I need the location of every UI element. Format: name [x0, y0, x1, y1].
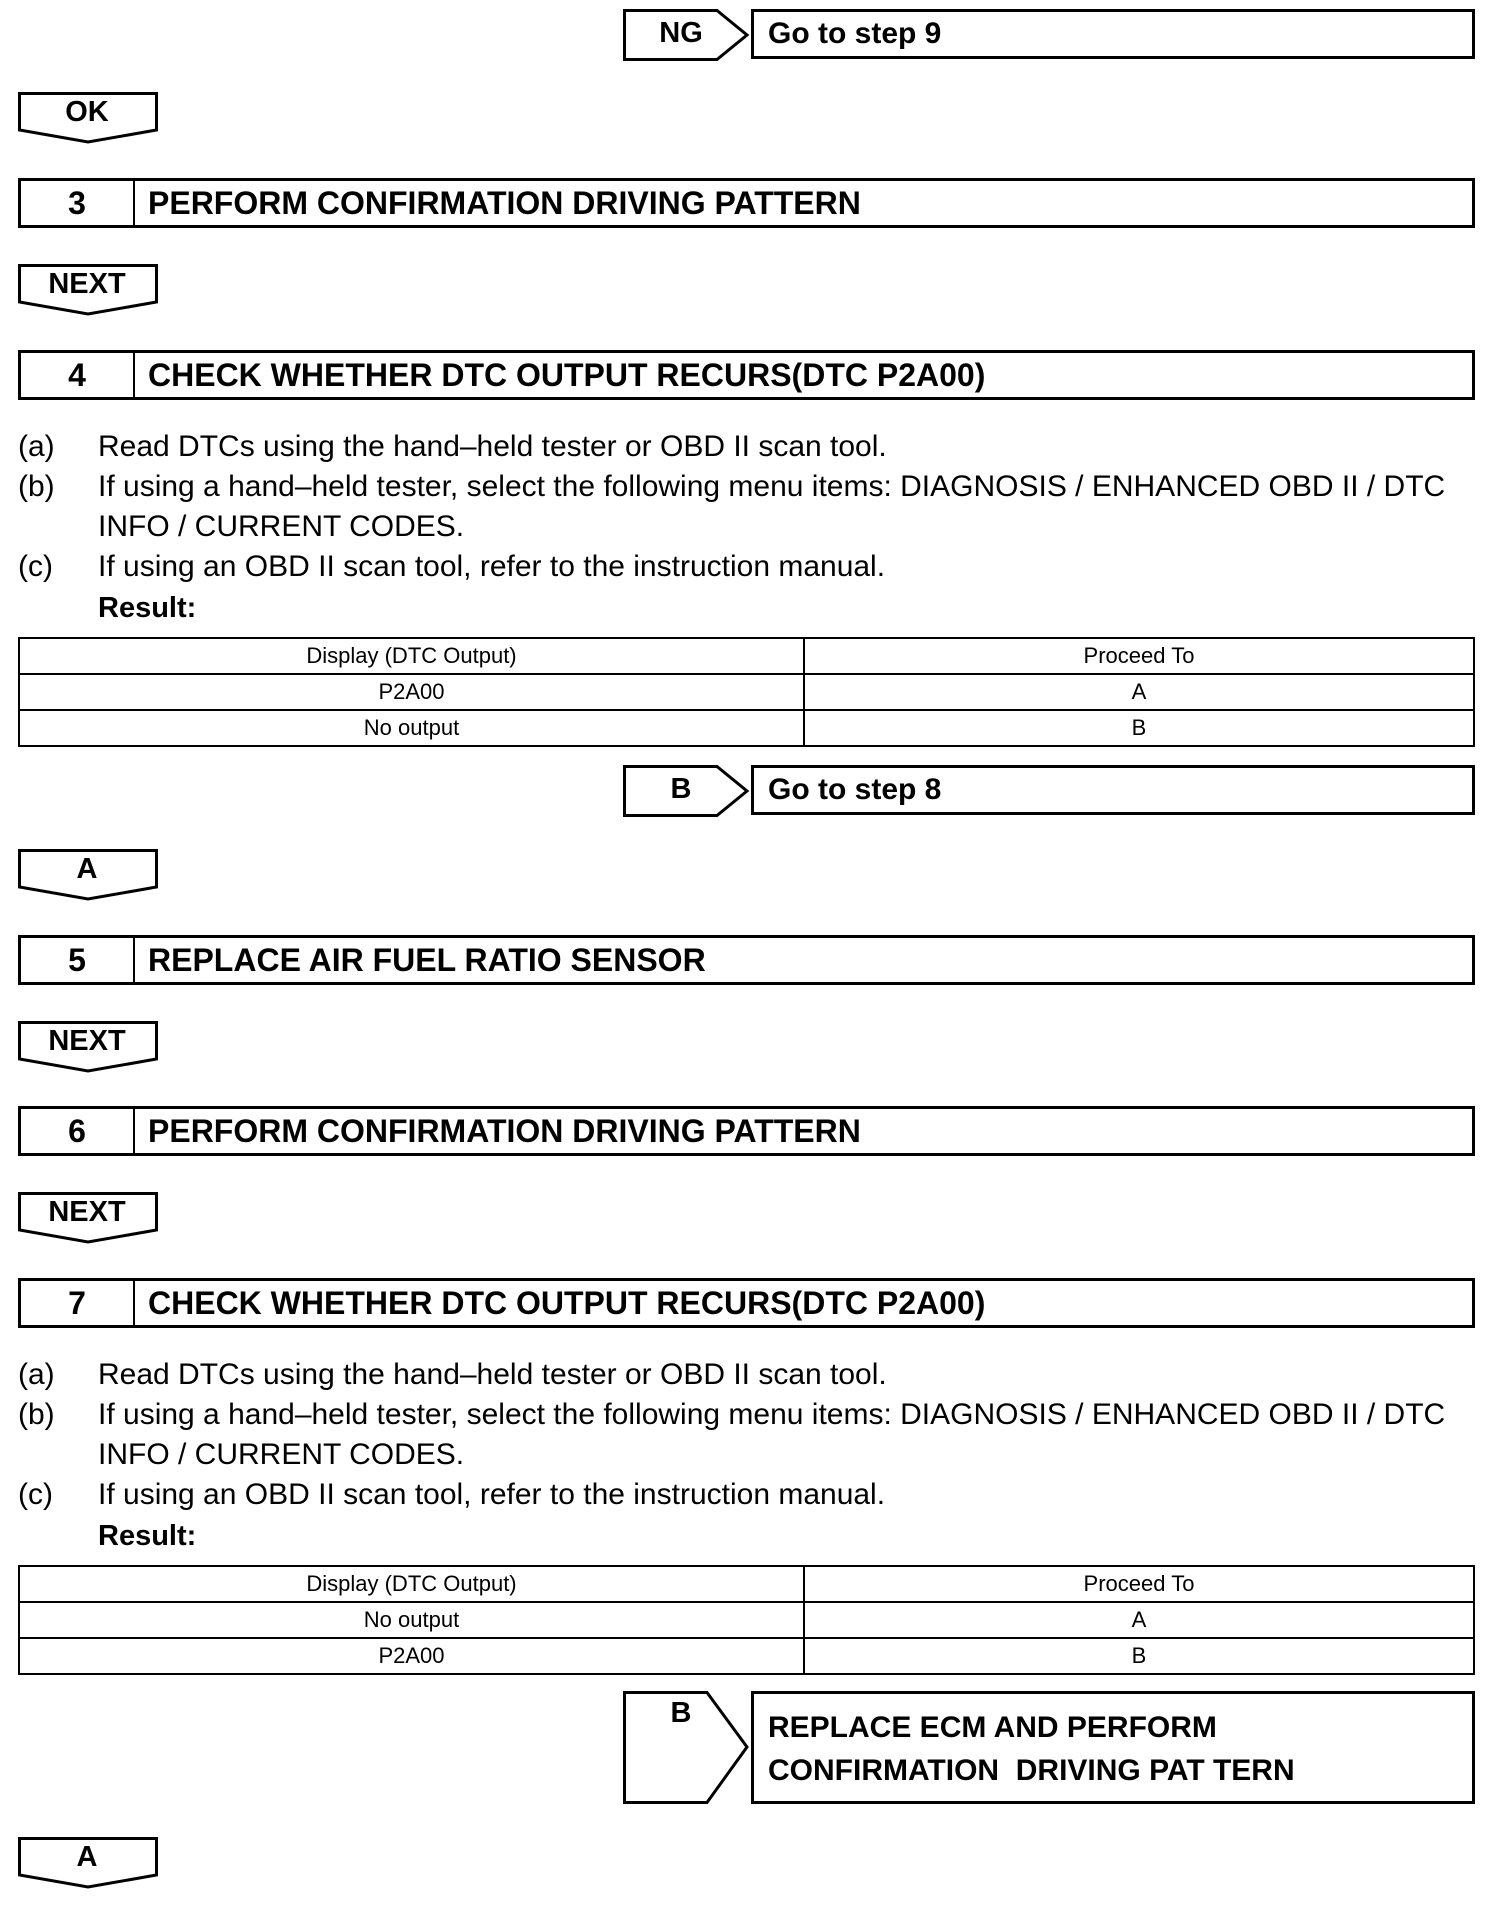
- table-row: [19, 710, 1474, 746]
- a-label: A: [76, 1840, 98, 1873]
- item-letter: (c): [18, 550, 53, 583]
- a-tag: [18, 849, 158, 901]
- ok-label: OK: [65, 95, 109, 128]
- step-6-header: [18, 1106, 1475, 1156]
- ok-tag: [18, 92, 158, 144]
- go-to-step-8-link[interactable]: Go to step 8: [751, 765, 1475, 815]
- step-title: PERFORM CONFIRMATION DRIVING PATTERN: [148, 184, 861, 221]
- step-title: REPLACE AIR FUEL RATIO SENSOR: [148, 941, 706, 978]
- result-table: [18, 1565, 1475, 1675]
- step-3-header: [18, 178, 1475, 228]
- step-number: 4: [21, 353, 135, 397]
- next-tag: [18, 1021, 158, 1073]
- next-label: NEXT: [48, 1195, 126, 1228]
- result-label: Result:: [98, 592, 197, 624]
- next-tag: [18, 264, 158, 316]
- item-text: If using a hand–held tester, select the following menu items: DIAGNOSIS / ENHANCED OBD II / DTC INFO / CURRENT CODES.: [98, 470, 1446, 543]
- go-to-step-9-link[interactable]: Go to step 9: [751, 9, 1475, 59]
- item-text: If using an OBD II scan tool, refer to the instruction manual.: [98, 1478, 886, 1511]
- step-title: PERFORM CONFIRMATION DRIVING PATTERN: [148, 1112, 861, 1149]
- table-header: Proceed To: [804, 638, 1474, 674]
- table-cell: P2A00: [19, 674, 804, 710]
- table-cell: No output: [19, 1602, 804, 1638]
- next-label: NEXT: [48, 267, 126, 300]
- table-header: Proceed To: [804, 1566, 1474, 1602]
- item-text: Read DTCs using the hand–held tester or OBD II scan tool.: [98, 430, 887, 463]
- b-branch-tag: [623, 1691, 751, 1809]
- item-text: If using a hand–held tester, select the following menu items: DIAGNOSIS / ENHANCED OBD II / DTC INFO / CURRENT CODES.: [98, 1398, 1446, 1471]
- b-branch-tag: [623, 765, 751, 822]
- table-header: Display (DTC Output): [19, 1566, 804, 1602]
- table-row: [19, 1638, 1474, 1674]
- table-cell: A: [804, 674, 1474, 710]
- result-label: Result:: [98, 1520, 197, 1552]
- step-title: CHECK WHETHER DTC OUTPUT RECURS(DTC P2A00): [148, 1284, 986, 1321]
- table-cell: B: [804, 1638, 1474, 1674]
- item-letter: (c): [18, 1478, 53, 1511]
- step-5-header: [18, 935, 1475, 985]
- table-header: Display (DTC Output): [19, 638, 804, 674]
- step-4-header: [18, 350, 1475, 400]
- ng-label: NG: [659, 16, 703, 49]
- ng-branch-tag: [623, 9, 751, 66]
- branch-target-line: REPLACE ECM AND PERFORM: [768, 1711, 1217, 1744]
- step-title: CHECK WHETHER DTC OUTPUT RECURS(DTC P2A00): [148, 356, 986, 393]
- b-label: B: [670, 1696, 692, 1729]
- table-header-row: [19, 1566, 1474, 1602]
- step-number: 7: [21, 1281, 135, 1325]
- branch-target-line: CONFIRMATION DRIVING PAT TERN: [768, 1754, 1295, 1787]
- item-letter: (b): [18, 470, 55, 503]
- table-cell: No output: [19, 710, 804, 746]
- next-tag: [18, 1192, 158, 1244]
- step-number: 3: [21, 181, 135, 225]
- table-row: [19, 674, 1474, 710]
- table-cell: P2A00: [19, 1638, 804, 1674]
- step-7-header: [18, 1278, 1475, 1328]
- item-text: If using an OBD II scan tool, refer to the instruction manual.: [98, 550, 886, 583]
- item-text: Read DTCs using the hand–held tester or OBD II scan tool.: [98, 1358, 887, 1391]
- replace-ecm-link[interactable]: [751, 1691, 1475, 1804]
- item-letter: (a): [18, 1358, 55, 1391]
- item-letter: (b): [18, 1398, 55, 1431]
- item-letter: (a): [18, 430, 55, 463]
- table-cell: A: [804, 1602, 1474, 1638]
- table-header-row: [19, 638, 1474, 674]
- result-table: [18, 637, 1475, 747]
- a-tag: [18, 1837, 158, 1889]
- table-row: [19, 1602, 1474, 1638]
- table-cell: B: [804, 710, 1474, 746]
- step-number: 5: [21, 938, 135, 982]
- a-label: A: [76, 852, 98, 885]
- step-number: 6: [21, 1109, 135, 1153]
- b-label: B: [670, 772, 692, 805]
- next-label: NEXT: [48, 1024, 126, 1057]
